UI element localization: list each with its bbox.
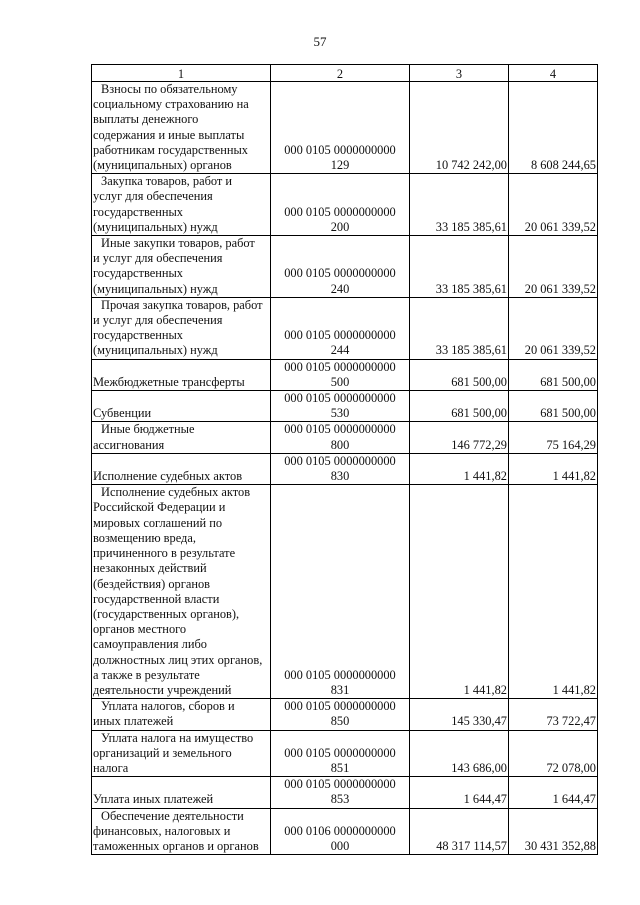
row-code: 000 0105 0000000000 244 [271,297,410,359]
page-number: 57 [313,34,327,49]
table-row [92,174,598,236]
row-name-cell [92,174,271,236]
row-value-col4: 30 431 352,88 [509,808,598,855]
row-name-cell [92,391,271,422]
row-name: Закупка товаров, работ и услуг для обеспечения государственных (муниципальных) нужд [93,174,233,234]
row-value-col4: 73 722,47 [509,699,598,730]
table-row [92,391,598,422]
row-code: 000 0105 0000000000 831 [271,485,410,699]
row-value-col4: 8 608 244,65 [509,82,598,174]
row-value-col3: 48 317 114,57 [410,808,509,855]
row-value-col4: 20 061 339,52 [509,297,598,359]
row-name: Уплата налога на имущество организаций и земельного налога [93,730,254,775]
row-code: 000 0105 0000000000 851 [271,730,410,777]
row-value-col4: 1 441,82 [509,453,598,484]
row-code: 000 0105 0000000000 500 [271,359,410,390]
table-row [92,236,598,298]
row-value-col3: 145 330,47 [410,699,509,730]
column-header-2: 2 [271,65,410,82]
row-value-col4: 20 061 339,52 [509,236,598,298]
row-value-col4: 681 500,00 [509,359,598,390]
row-value-col3: 33 185 385,61 [410,236,509,298]
row-value-col3: 33 185 385,61 [410,297,509,359]
row-code: 000 0105 0000000000 850 [271,699,410,730]
row-name-cell [92,808,271,855]
row-value-col4: 20 061 339,52 [509,174,598,236]
table-row [92,82,598,174]
row-code: 000 0105 0000000000 830 [271,453,410,484]
row-value-col4: 75 164,29 [509,422,598,453]
row-value-col3: 143 686,00 [410,730,509,777]
table-row [92,453,598,484]
row-value-col3: 681 500,00 [410,391,509,422]
row-name-cell [92,236,271,298]
row-value-col3: 146 772,29 [410,422,509,453]
row-name-cell [92,359,271,390]
table-header-row [92,65,598,82]
row-name: Исполнение судебных актов [93,469,243,484]
row-name: Иные закупки товаров, работ и услуг для обеспечения государственных (муниципальных) нужд [93,236,255,296]
row-name-cell [92,422,271,453]
row-code: 000 0105 0000000000 240 [271,236,410,298]
row-code: 000 0105 0000000000 129 [271,82,410,174]
row-name-cell [92,777,271,808]
row-value-col4: 72 078,00 [509,730,598,777]
row-name: Уплата налогов, сборов и иных платежей [93,699,235,729]
row-name: Межбюджетные трансферты [93,374,245,389]
row-name: Прочая закупка товаров, работ и услуг для обеспечения государственных (муниципальных) нужд [93,297,263,358]
table-row [92,359,598,390]
row-name: Обеспечение деятельности финансовых, налоговых и таможенных органов и органов [93,808,259,853]
row-value-col3: 681 500,00 [410,359,509,390]
row-name-cell [92,453,271,484]
row-name-cell [92,699,271,730]
row-name: Исполнение судебных актов Российской Федерации и мировых соглашений по возмещению вреда, причиненного в результате незаконных действий (бездействия) органов государственной власти (государственных органов), органов местного самоуправления либо должностных лиц этих органов, а также в результате деятельности учреждений [93,485,263,697]
table-row [92,485,598,699]
row-value-col3: 1 441,82 [410,485,509,699]
column-header-4: 4 [509,65,598,82]
table-row [92,808,598,855]
table-row [92,730,598,777]
column-header-3: 3 [410,65,509,82]
row-value-col3: 10 742 242,00 [410,82,509,174]
table-row [92,777,598,808]
row-name: Субвенции [93,406,152,421]
row-name-cell [92,485,271,699]
table-row [92,699,598,730]
row-value-col4: 1 644,47 [509,777,598,808]
row-name: Иные бюджетные ассигнования [93,422,195,452]
row-name-cell [92,297,271,359]
row-value-col3: 33 185 385,61 [410,174,509,236]
row-name: Взносы по обязательному социальному страхованию на выплаты денежного содержания и иные выплаты работникам государственных (муниципальных) органов [93,82,249,173]
row-code: 000 0105 0000000000 530 [271,391,410,422]
row-code: 000 0105 0000000000 800 [271,422,410,453]
row-value-col4: 681 500,00 [509,391,598,422]
row-code: 000 0105 0000000000 200 [271,174,410,236]
row-name-cell [92,730,271,777]
budget-table [91,64,598,855]
row-name-cell [92,82,271,174]
row-value-col4: 1 441,82 [509,485,598,699]
column-header-1: 1 [92,65,271,82]
table-row [92,422,598,453]
row-name: Уплата иных платежей [93,792,214,807]
row-value-col3: 1 644,47 [410,777,509,808]
row-code: 000 0105 0000000000 853 [271,777,410,808]
row-value-col3: 1 441,82 [410,453,509,484]
table-row [92,297,598,359]
row-code: 000 0106 0000000000 000 [271,808,410,855]
